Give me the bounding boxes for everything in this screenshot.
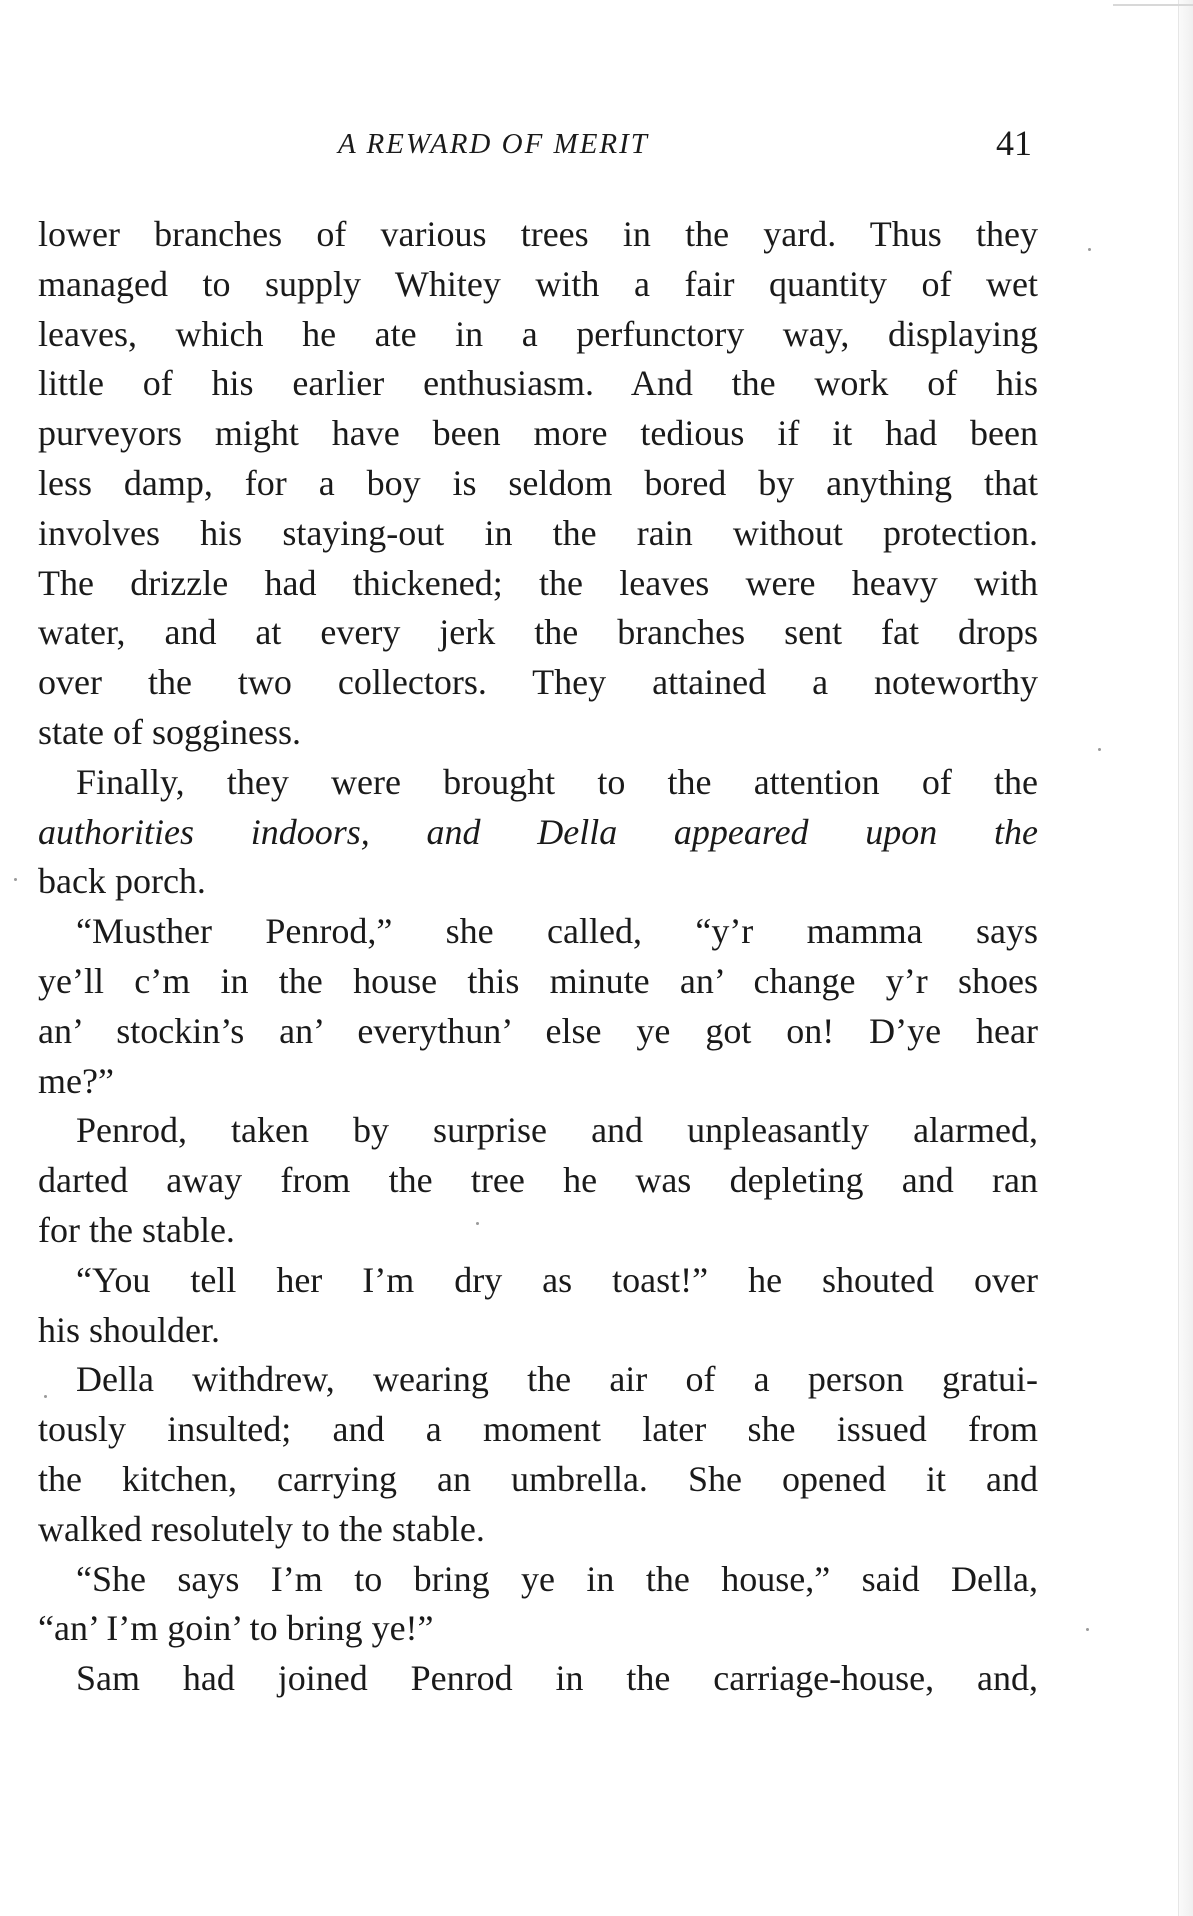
text-line: for the stable. <box>38 1209 235 1250</box>
text-line: the kitchen, carrying an umbrella. She opened it and <box>38 1458 1038 1499</box>
text-line: darted away from the tree he was depleting and ran <box>38 1160 1038 1201</box>
text-line: leaves, which he ate in a perfunctory way, displaying <box>38 313 1038 354</box>
text-line: less damp, for a boy is seldom bored by anything that <box>38 462 1038 503</box>
running-head <box>0 124 1193 168</box>
text-line: Sam had joined Penrod in the carriage-house, and, <box>76 1658 1038 1699</box>
text-line: Penrod, taken by surprise and unpleasantly alarmed, <box>76 1110 1038 1151</box>
scan-speck <box>476 1222 479 1225</box>
scan-speck <box>14 878 17 881</box>
text-line: authorities indoors, and Della appeared upon the <box>38 811 1038 852</box>
text-line: managed to supply Whitey with a fair quantity of wet <box>38 263 1038 304</box>
text-line: “You tell her I’m dry as toast!” he shouted over <box>76 1259 1038 1300</box>
text-line: involves his staying-out in the rain without protection. <box>38 512 1038 553</box>
text-line: little of his earlier enthusiasm. And the work of his <box>38 363 1038 404</box>
scan-edge-top <box>1113 4 1193 6</box>
body-text <box>38 210 1038 1704</box>
text-line: his shoulder. <box>38 1309 221 1350</box>
text-line: ye’ll c’m in the house this minute an’ change y’r shoes <box>38 960 1038 1001</box>
text-line: “an’ I’m goin’ to bring ye!” <box>38 1608 434 1649</box>
text-line: walked resolutely to the stable. <box>38 1508 485 1549</box>
text-line: Finally, they were brought to the attention of the <box>76 761 1038 802</box>
page-number: 41 <box>996 123 1032 163</box>
scan-edge <box>1178 0 1193 1916</box>
text-line: The drizzle had thickened; the leaves were heavy with <box>38 562 1038 603</box>
scan-speck <box>1088 248 1091 251</box>
text-line: “Musther Penrod,” she called, “y’r mamma says <box>76 911 1038 952</box>
scan-speck <box>1086 1628 1089 1631</box>
text-line: me?” <box>38 1060 114 1101</box>
text-line: “She says I’m to bring ye in the house,” said Della, <box>76 1558 1038 1599</box>
scan-speck <box>44 1395 47 1398</box>
text-line: Della withdrew, wearing the air of a person gratui- <box>76 1359 1038 1400</box>
running-title: A REWARD OF MERIT <box>338 128 649 160</box>
text-line: over the two collectors. They attained a noteworthy <box>38 662 1038 703</box>
text-line: state of sogginess. <box>38 711 301 752</box>
text-line: an’ stockin’s an’ everythun’ else ye got on! D’ye hear <box>38 1010 1038 1051</box>
text-line: water, and at every jerk the branches sent fat drops <box>38 612 1038 653</box>
text-line: tously insulted; and a moment later she issued from <box>38 1409 1038 1450</box>
text-line: purveyors might have been more tedious if it had been <box>38 413 1038 454</box>
text-line: lower branches of various trees in the yard. Thus they <box>38 214 1038 254</box>
scan-speck <box>1098 748 1101 751</box>
text-line: back porch. <box>38 861 206 902</box>
